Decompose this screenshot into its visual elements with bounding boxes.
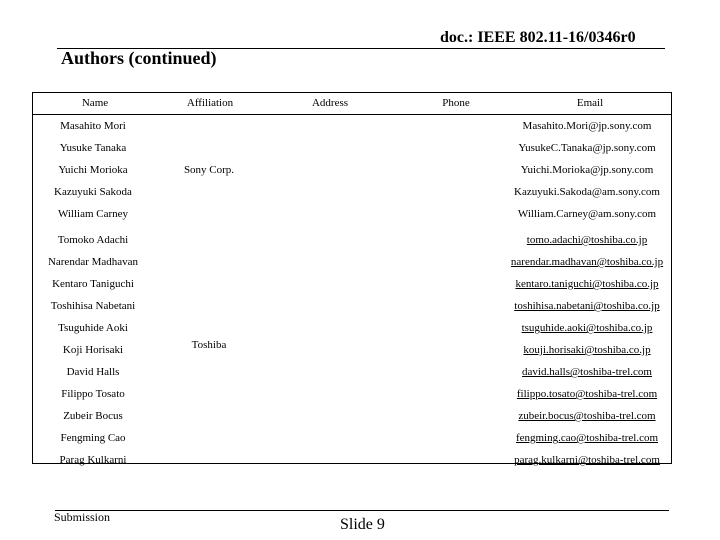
table-header-row [33, 93, 671, 115]
author-email[interactable]: kouji.horisaki@toshiba.co.jp [523, 344, 651, 356]
author-email[interactable]: tomo.adachi@toshiba.co.jp [526, 234, 648, 246]
author-name: Narendar Madhavan [47, 256, 139, 268]
author-name: Yusuke Tanaka [59, 142, 127, 154]
author-email: Masahito.Mori@jp.sony.com [522, 120, 652, 132]
author-name: William Carney [57, 208, 129, 220]
author-name: David Halls [66, 366, 120, 378]
author-email[interactable]: filippo.tosato@toshiba-trel.com [516, 388, 658, 400]
author-email: William.Carney@am.sony.com [517, 208, 657, 220]
author-name: Zubeir Bocus [63, 410, 123, 422]
page-title: Authors (continued) [61, 48, 217, 68]
column-header-name: Name [81, 97, 109, 109]
author-name: Filippo Tosato [61, 388, 125, 400]
author-email[interactable]: kentaro.taniguchi@toshiba.co.jp [515, 278, 659, 290]
doc-id: doc.: IEEE 802.11-16/0346r0 [440, 29, 636, 46]
author-email[interactable]: david.halls@toshiba-trel.com [522, 366, 652, 378]
author-name: Toshihisa Nabetani [50, 300, 136, 312]
author-email[interactable]: narendar.madhavan@toshiba.co.jp [510, 256, 664, 268]
author-name: Parag Kulkarni [59, 454, 127, 466]
author-name: Fengming Cao [60, 432, 126, 444]
author-name: Koji Horisaki [62, 344, 124, 356]
submission-label: Submission [54, 510, 111, 524]
author-email[interactable]: tsuguhide.aoki@toshiba.co.jp [521, 322, 653, 334]
author-name: Tsuguhide Aoki [58, 322, 128, 334]
author-name: Tomoko Adachi [57, 234, 129, 246]
author-email[interactable]: fengming.cao@toshiba-trel.com [515, 432, 659, 444]
author-email: Kazuyuki.Sakoda@am.sony.com [514, 186, 660, 198]
author-name: Yuichi Morioka [58, 164, 128, 176]
slide-number: Slide 9 [340, 516, 385, 533]
author-email: Yuichi.Morioka@jp.sony.com [520, 164, 654, 176]
column-header-affiliation: Affiliation [186, 97, 234, 109]
author-email[interactable]: parag.kulkarni@toshiba-trel.com [514, 454, 660, 466]
column-header-email: Email [576, 97, 604, 109]
column-header-address: Address [311, 97, 349, 109]
author-name: Kazuyuki Sakoda [54, 186, 132, 198]
affiliation-sony: Sony Corp. [183, 164, 235, 176]
author-name: Kentaro Taniguchi [52, 278, 134, 290]
column-header-phone: Phone [442, 97, 470, 109]
author-name: Masahito Mori [60, 120, 126, 132]
author-email[interactable]: toshihisa.nabetani@toshiba.co.jp [514, 300, 660, 312]
footer-rule [55, 510, 669, 511]
author-email[interactable]: zubeir.bocus@toshiba-trel.com [518, 410, 656, 422]
affiliation-toshiba: Toshiba [191, 339, 227, 351]
author-email: YusukeC.Tanaka@jp.sony.com [518, 142, 656, 154]
